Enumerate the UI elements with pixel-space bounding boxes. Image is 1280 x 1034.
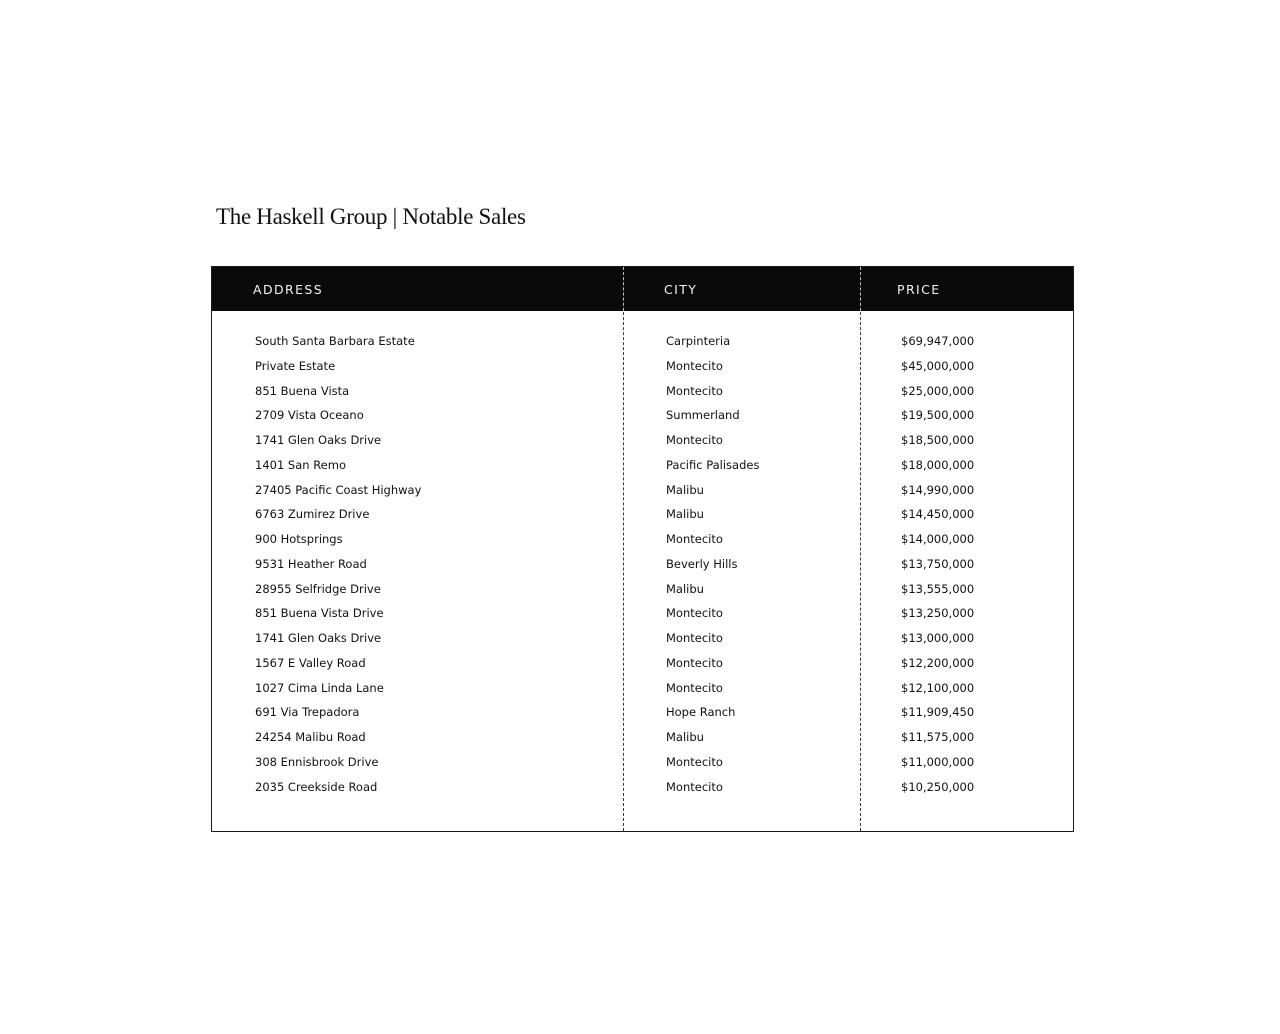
address-cell: 24254 Malibu Road (255, 730, 366, 744)
table-row (212, 552, 1073, 577)
city-cell: Montecito (666, 631, 723, 645)
address-cell: 1027 Cima Linda Lane (255, 680, 384, 695)
price-cell: $19,500,000 (901, 408, 975, 423)
table-row (212, 428, 1073, 453)
table-row (212, 354, 1073, 379)
city-cell: Beverly Hills (666, 556, 738, 571)
price-cell: $18,500,000 (901, 433, 975, 447)
city-cell: Montecito (666, 779, 723, 794)
city-cell: Montecito (666, 606, 723, 621)
city-cell: Malibu (666, 507, 704, 522)
price-cell: $69,947,000 (901, 334, 975, 348)
page-title: The Haskell Group | Notable Sales (216, 204, 526, 229)
address-cell: 900 Hotsprings (255, 532, 343, 546)
address-cell: 28955 Selfridge Drive (255, 581, 381, 596)
header-divider-price (860, 267, 861, 311)
price-cell: $12,100,000 (901, 680, 975, 695)
price-cell: $11,575,000 (901, 730, 975, 744)
address-cell: South Santa Barbara Estate (255, 334, 415, 348)
city-cell: Montecito (666, 754, 723, 769)
column-header-address: ADDRESS (253, 282, 324, 297)
address-cell: 6763 Zumirez Drive (255, 507, 370, 522)
notable-sales-table (211, 266, 1074, 832)
table-row (212, 478, 1073, 503)
city-cell: Montecito (666, 383, 723, 398)
city-cell: Montecito (666, 358, 723, 373)
table-row (212, 775, 1073, 800)
price-cell: $45,000,000 (901, 358, 975, 373)
city-cell: Montecito (666, 655, 723, 670)
price-cell: $13,250,000 (901, 606, 975, 621)
address-cell: 1401 San Remo (255, 457, 347, 472)
city-cell: Malibu (666, 482, 704, 497)
table-row (212, 601, 1073, 626)
price-cell: $13,555,000 (901, 581, 975, 596)
table-row (212, 700, 1073, 725)
city-cell: Montecito (666, 433, 723, 447)
price-cell: $13,000,000 (901, 631, 975, 645)
price-cell: $10,250,000 (901, 779, 975, 794)
table-row (212, 453, 1073, 478)
price-cell: $13,750,000 (901, 556, 975, 571)
price-cell: $11,000,000 (901, 754, 975, 769)
price-cell: $18,000,000 (901, 457, 975, 472)
price-cell: $25,000,000 (901, 383, 975, 398)
address-cell: 1567 E Valley Road (255, 655, 366, 670)
table-row (212, 379, 1073, 404)
price-cell: $11,909,450 (901, 705, 975, 720)
city-cell: Montecito (666, 680, 723, 695)
city-cell: Malibu (666, 581, 704, 596)
address-cell: 2035 Creekside Road (255, 779, 378, 794)
address-cell: 851 Buena Vista (255, 383, 350, 398)
table-header (212, 267, 1073, 311)
table-row (212, 502, 1073, 527)
price-cell: $14,000,000 (901, 532, 975, 546)
city-cell: Summerland (666, 408, 740, 423)
city-cell: Carpinteria (666, 334, 731, 348)
table-row (212, 577, 1073, 602)
table-row (212, 750, 1073, 775)
header-divider-city (623, 267, 624, 311)
table-row (212, 626, 1073, 651)
address-cell: 691 Via Trepadora (255, 705, 360, 720)
column-header-price: PRICE (897, 282, 941, 297)
address-cell: 851 Buena Vista Drive (255, 606, 384, 621)
address-cell: 1741 Glen Oaks Drive (255, 631, 382, 645)
address-cell: 2709 Vista Oceano (255, 408, 364, 423)
table-row (212, 725, 1073, 750)
table-row (212, 527, 1073, 552)
city-cell: Malibu (666, 730, 704, 744)
price-cell: $12,200,000 (901, 655, 975, 670)
table-body (212, 329, 1073, 799)
address-cell: 1741 Glen Oaks Drive (255, 433, 382, 447)
table-row (212, 676, 1073, 701)
price-cell: $14,450,000 (901, 507, 975, 522)
table-row (212, 651, 1073, 676)
address-cell: Private Estate (255, 358, 336, 373)
city-cell: Pacific Palisades (666, 457, 760, 472)
address-cell: 308 Ennisbrook Drive (255, 754, 379, 769)
city-cell: Montecito (666, 532, 723, 546)
address-cell: 9531 Heather Road (255, 556, 367, 571)
table-row (212, 403, 1073, 428)
address-cell: 27405 Pacific Coast Highway (255, 482, 422, 497)
price-cell: $14,990,000 (901, 482, 975, 497)
column-header-city: CITY (664, 282, 698, 297)
table-row (212, 329, 1073, 354)
city-cell: Hope Ranch (666, 705, 736, 720)
